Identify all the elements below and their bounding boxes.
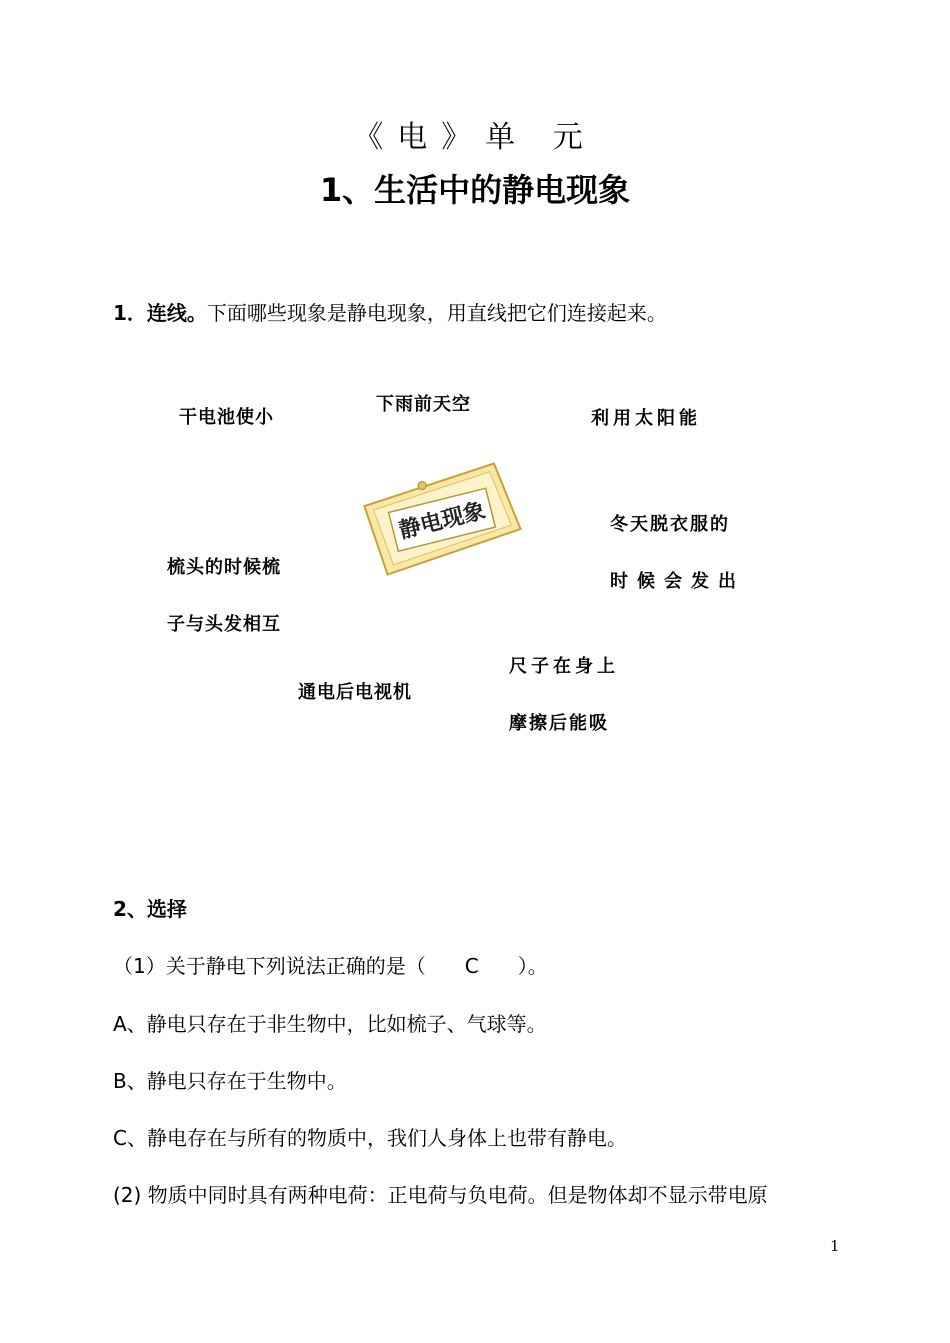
question-2-2: (2) 物质中同时具有两种电荷：正电荷与负电荷。但是物体却不显示带电原 (113, 1183, 768, 1207)
item-solar: 利用太阳能 (591, 408, 701, 429)
question-2-1-suffix: ）。 (517, 954, 548, 978)
page-number: 1 (830, 1237, 840, 1255)
item-comb-line1: 梳头的时候梳 (167, 557, 281, 578)
unit-title: 《电》单 元 (353, 120, 597, 155)
question-2-heading: 2、选择 (113, 897, 187, 921)
question-1-instruction: 下面哪些现象是静电现象，用直线把它们连接起来。 (206, 301, 667, 325)
question-2-1 (113, 950, 548, 979)
item-before-rain: 下雨前天空 (376, 394, 471, 415)
question-1 (113, 297, 667, 326)
question-2-1-answer: C (464, 954, 479, 978)
item-winter-clothes-line1: 冬天脱衣服的 (610, 514, 730, 535)
option-a: A、静电只存在于非生物中，比如梳子、气球等。 (113, 1012, 547, 1036)
question-2-1-prefix: （1）关于静电下列说法正确的是（ (113, 954, 426, 978)
note-graphic (356, 448, 526, 588)
lesson-title: 1、生活中的静电现象 (319, 171, 631, 209)
option-c: C、静电存在与所有的物质中，我们人身体上也带有静电。 (113, 1126, 627, 1150)
item-winter-clothes-line2: 时候会发出 (610, 571, 745, 592)
option-b: B、静电只存在于生物中。 (113, 1069, 347, 1093)
item-battery: 干电池使小 (179, 407, 274, 428)
item-comb-line2: 子与头发相互 (167, 614, 281, 635)
static-phenomenon-note (356, 448, 526, 588)
question-1-label: 1．连线。 (113, 301, 207, 325)
item-ruler-line2: 摩擦后能吸 (509, 713, 609, 734)
note-label: 静电现象 (396, 498, 489, 544)
item-tv: 通电后电视机 (298, 682, 412, 703)
item-ruler-line1: 尺子在身上 (509, 656, 619, 677)
